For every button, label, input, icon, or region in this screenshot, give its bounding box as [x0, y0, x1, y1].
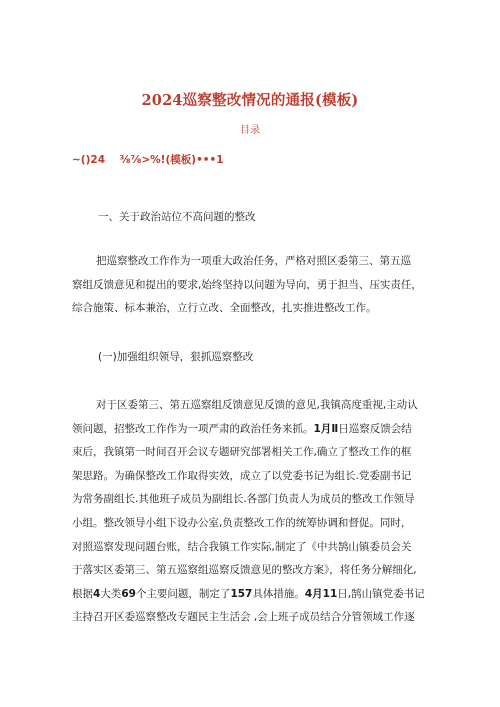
paragraph-line: 把巡察整改工作作为一项重大政治任务，严格对照区委第三、第五巡 — [96, 255, 411, 267]
subsection-heading: (一)加强组织领导，狠抓巡察整改 — [98, 351, 254, 363]
text-run: 具体措施。 — [252, 587, 305, 600]
text-run: 个主要问题，制定了 — [135, 587, 231, 600]
paragraph-line — [72, 394, 432, 418]
paragraph-2 — [72, 394, 432, 630]
text-run: 大类 — [100, 587, 122, 600]
text-run: 于落实区委第三、第五巡察组巡察反馈意见的整改方案》，将任务分解细化, — [72, 564, 417, 577]
paragraph-line — [72, 512, 432, 536]
paragraph-line — [72, 465, 432, 489]
text-run: 对照巡察发现问题台账，结合我镇工作实际,制定了《中共鹄山镇委员会关 — [72, 540, 412, 553]
document-title: 2024巡察整改情况的通报(模板) — [141, 92, 359, 109]
paragraph-line — [72, 418, 432, 442]
number-run: 157 — [230, 587, 253, 600]
number-run: 4 — [93, 587, 101, 600]
text-run: 为常务副组长.其他班子成员为副组长.各部门负责人为成员的整改工作领导 — [72, 493, 415, 506]
date-run: 1月 — [313, 422, 332, 435]
paragraph-line: 察组反馈意见和提出的要求,始终坚持以问题为导向，勇于担当、压实责任， — [72, 278, 422, 291]
number-run: 69 — [121, 587, 136, 600]
toc-entry-link[interactable]: ~()24 ⅜⅞>%!(模板)•••1 — [72, 154, 224, 166]
paragraph-line — [72, 559, 432, 583]
paragraph-line — [72, 583, 432, 607]
text-run: 束后，我镇第一时间召开会议专题研究部署相关工作,确立了整改工作的框 — [72, 446, 412, 459]
text-run: 日巡察反馈会结 — [338, 422, 412, 435]
paragraph-line: 综合施策、标本兼治，立行立改、全面整改，扎实推进整改工作。 — [72, 302, 377, 315]
paragraph-line — [72, 488, 432, 512]
section-heading: 一、关于政治站位不高问题的整改 — [98, 211, 256, 223]
text-run: 架思路。为确保整改工作取得实效，成立了以党委书记为组长.党委副书记 — [72, 469, 412, 482]
text-run: 对于区委第三、第五巡察组反馈意见反馈的意见,我镇高度重视,主动认 — [96, 399, 418, 411]
paragraph-line — [72, 536, 432, 560]
date-run: 4月11 — [304, 587, 338, 600]
text-run: 领问题，招整改工作作为一项严肃的政治任务来抓。 — [72, 422, 314, 435]
text-run: 日,鹄山镇党委书记 — [337, 587, 425, 600]
text-run: 小组。整改领导小组下设办公室,负责整改工作的统筹协调和督促。同时， — [72, 516, 412, 529]
paragraph-line — [72, 441, 432, 465]
text-run: 根据 — [72, 587, 93, 600]
date-run: Ⅱ — [331, 422, 339, 435]
paragraph-1 — [72, 250, 432, 321]
paragraph-line — [72, 606, 432, 630]
toc-heading: 目录 — [240, 125, 260, 136]
text-run: 主持召开区委巡察整改专题民主生活会 ,会上班子成员结合分管领域工作逐 — [72, 611, 415, 624]
